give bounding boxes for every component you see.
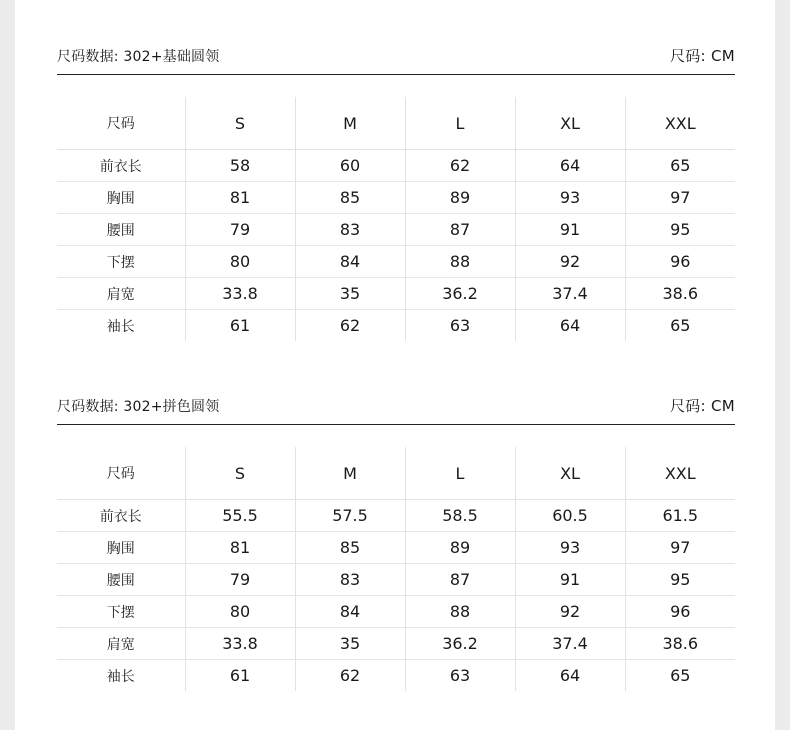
table-cell: 33.8 — [185, 278, 295, 310]
table-cell: 61.5 — [625, 500, 735, 532]
table-row — [57, 532, 735, 564]
table-cell: 61 — [185, 310, 295, 342]
size-header: L — [405, 97, 515, 150]
section-header — [57, 392, 735, 425]
row-label: 下摆 — [57, 596, 185, 628]
table-cell: 87 — [405, 214, 515, 246]
table-cell: 62 — [295, 310, 405, 342]
table-cell: 63 — [405, 660, 515, 692]
table-cell: 91 — [515, 214, 625, 246]
section-unit: 尺码: CM — [669, 397, 735, 415]
table-cell: 89 — [405, 532, 515, 564]
section-title: 尺码数据: 302+拼色圆领 — [57, 399, 220, 415]
table-cell: 97 — [625, 182, 735, 214]
table-cell: 61 — [185, 660, 295, 692]
table-cell: 93 — [515, 182, 625, 214]
table-cell: 92 — [515, 246, 625, 278]
table-cell: 35 — [295, 278, 405, 310]
table-row — [57, 214, 735, 246]
table-cell: 84 — [295, 596, 405, 628]
table-cell: 64 — [515, 310, 625, 342]
table-row — [57, 150, 735, 182]
row-label: 胸围 — [57, 532, 185, 564]
table-cell: 95 — [625, 564, 735, 596]
size-header: S — [185, 447, 295, 500]
table-cell: 65 — [625, 150, 735, 182]
table-cell: 57.5 — [295, 500, 405, 532]
table-row — [57, 500, 735, 532]
table-cell: 83 — [295, 564, 405, 596]
table-row — [57, 596, 735, 628]
table-cell: 81 — [185, 532, 295, 564]
table-cell: 58.5 — [405, 500, 515, 532]
table-cell: 36.2 — [405, 278, 515, 310]
row-label: 腰围 — [57, 214, 185, 246]
table-cell: 88 — [405, 596, 515, 628]
table-cell: 80 — [185, 246, 295, 278]
table-cell: 36.2 — [405, 628, 515, 660]
table-cell: 33.8 — [185, 628, 295, 660]
table-cell: 79 — [185, 214, 295, 246]
row-label: 袖长 — [106, 318, 135, 335]
table-row — [57, 310, 735, 342]
table-cell: 38.6 — [625, 628, 735, 660]
row-label: 前衣长 — [57, 500, 185, 532]
row-label: 肩宽 — [57, 628, 185, 660]
row-label: 前衣长 — [57, 150, 185, 182]
table-cell: 37.4 — [515, 628, 625, 660]
table-cell: 96 — [625, 246, 735, 278]
table-cell: 38.6 — [625, 278, 735, 310]
size-header: M — [295, 97, 405, 150]
table-cell: 64 — [515, 150, 625, 182]
table-cell: 58 — [185, 150, 295, 182]
size-section-basic-crew — [15, 42, 775, 352]
table-row — [57, 182, 735, 214]
table-cell: 87 — [405, 564, 515, 596]
size-chart-page — [15, 0, 775, 730]
size-header: M — [295, 447, 405, 500]
table-cell: 55.5 — [185, 500, 295, 532]
table-cell: 83 — [295, 214, 405, 246]
table-cell: 79 — [185, 564, 295, 596]
size-section-color-block-crew — [15, 392, 775, 702]
section-title: 尺码数据: 302+基础圆领 — [57, 49, 220, 65]
table-cell: 97 — [625, 532, 735, 564]
table-row — [57, 564, 735, 596]
size-header: L — [405, 447, 515, 500]
table-cell: 65 — [625, 660, 735, 692]
table-header-row — [57, 447, 735, 500]
size-table — [57, 97, 735, 341]
size-header: XXL — [625, 447, 735, 500]
table-cell: 85 — [295, 182, 405, 214]
table-cell: 65 — [625, 310, 735, 342]
table-cell: 80 — [185, 596, 295, 628]
table-cell: 92 — [515, 596, 625, 628]
size-header: XXL — [625, 97, 735, 150]
table-cell: 62 — [295, 660, 405, 692]
section-unit: 尺码: CM — [669, 47, 735, 65]
size-table — [57, 447, 735, 691]
row-label: 胸围 — [57, 182, 185, 214]
table-row — [57, 660, 735, 692]
table-row — [57, 246, 735, 278]
size-header: XL — [515, 97, 625, 150]
table-cell: 37.4 — [515, 278, 625, 310]
table-row — [57, 628, 735, 660]
table-cell: 96 — [625, 596, 735, 628]
corner-header: 尺码 — [57, 447, 185, 500]
table-cell: 63 — [405, 310, 515, 342]
size-header: S — [185, 97, 295, 150]
table-cell: 95 — [625, 214, 735, 246]
corner-header: 尺码 — [57, 97, 185, 150]
section-header — [57, 42, 735, 75]
table-cell: 81 — [185, 182, 295, 214]
table-cell: 60 — [295, 150, 405, 182]
table-cell: 84 — [295, 246, 405, 278]
table-cell: 35 — [295, 628, 405, 660]
table-cell: 85 — [295, 532, 405, 564]
table-cell: 91 — [515, 564, 625, 596]
table-cell: 60.5 — [515, 500, 625, 532]
table-row — [57, 278, 735, 310]
table-cell: 89 — [405, 182, 515, 214]
row-label: 下摆 — [57, 246, 185, 278]
row-label: 腰围 — [57, 564, 185, 596]
table-cell: 88 — [405, 246, 515, 278]
table-cell: 62 — [405, 150, 515, 182]
row-label: 肩宽 — [57, 278, 185, 310]
table-header-row — [57, 97, 735, 150]
row-label: 袖长 — [106, 668, 135, 685]
table-cell: 64 — [515, 660, 625, 692]
size-header: XL — [515, 447, 625, 500]
table-cell: 93 — [515, 532, 625, 564]
